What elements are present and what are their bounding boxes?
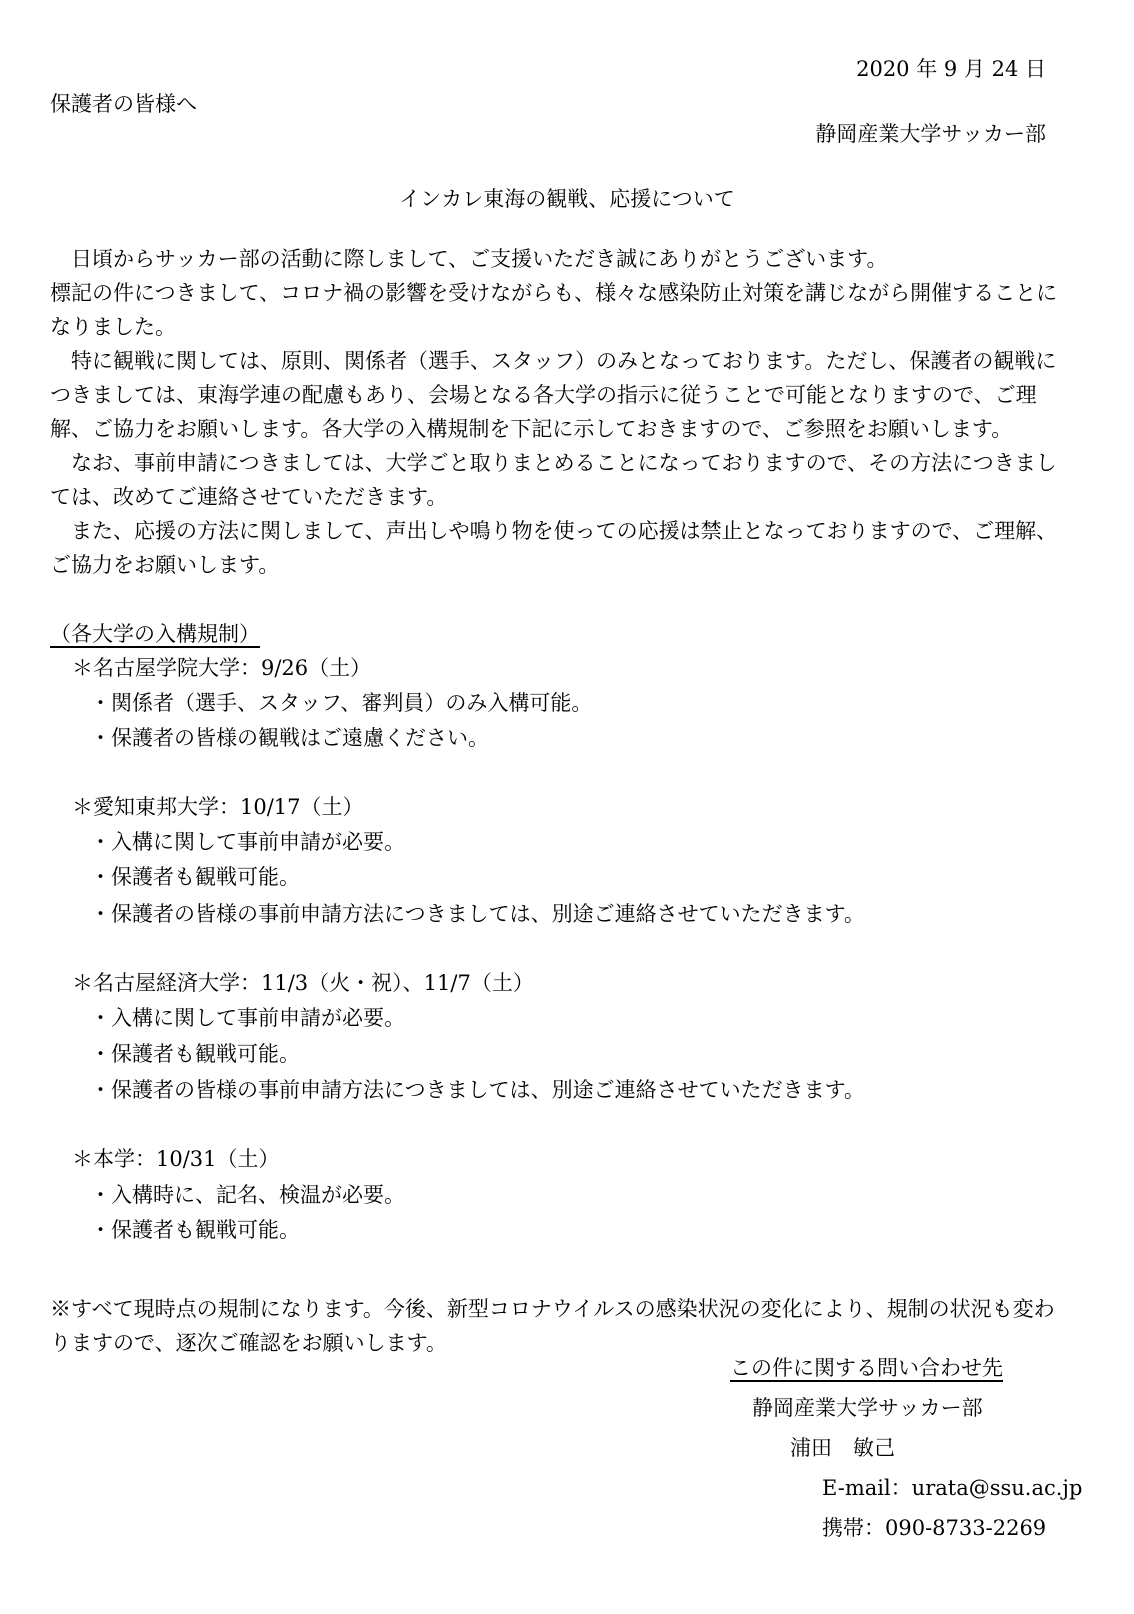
body-paragraph: なお、事前申請につきましては、大学ごと取りまとめることになっておりますので、その方法につきましては、改めてご連絡させていただきます。: [50, 451, 1057, 509]
university-heading: ＊愛知東邦大学：10/17（土）: [72, 795, 364, 819]
regulations-heading: （各大学の入構規制）: [50, 622, 260, 646]
body-paragraph: 日頃からサッカー部の活動に際しまして、ご支援いただき誠にありがとうございます。: [50, 247, 888, 271]
document-title: インカレ東海の観戦、応援について: [399, 187, 735, 211]
university-heading: ＊名古屋経済大学：11/3（火・祝）、11/7（土）: [72, 971, 534, 995]
regulation-item: ・関係者（選手、スタッフ、審判員）のみ入構可能。: [90, 691, 593, 715]
regulation-item: ・保護者の皆様の事前申請方法につきましては、別途ご連絡させていただきます。: [90, 1078, 865, 1102]
regulation-item: ・保護者も観戦可能。: [90, 1042, 300, 1066]
body-paragraph: 特に観戦に関しては、原則、関係者（選手、スタッフ）のみとなっております。ただし、保護者の観戦につきましては、東海学連の配慮もあり、会場となる各大学の指示に従うことで可能となりますので、ご理解、ご協力をお願いします。各大学の入構規制を下記に示しておきますので、ご参照をお願いします。: [50, 349, 1057, 441]
regulation-item: ・入構に関して事前申請が必要。: [90, 1006, 405, 1030]
contact-email: E-mail：urata@ssu.ac.jp: [822, 1476, 1083, 1500]
sender-organization: 静岡産業大学サッカー部: [815, 122, 1046, 146]
contact-organization: 静岡産業大学サッカー部: [752, 1396, 983, 1420]
notice-text: ※すべて現時点の規制になります。今後、新型コロナウイルスの感染状況の変化により、規制の状況も変わりますので、逐次ご確認をお願いします。: [50, 1297, 1055, 1355]
contact-name: 浦田 敏己: [790, 1436, 895, 1460]
regulation-item: ・入構時に、記名、検温が必要。: [90, 1183, 405, 1207]
university-heading: ＊名古屋学院大学：9/26（土）: [72, 656, 372, 680]
contact-phone: 携帯：090-8733-2269: [822, 1516, 1047, 1540]
body-paragraph: また、応援の方法に関しまして、声出しや鳴り物を使っての応援は禁止となっておりますので、ご理解、ご協力をお願いします。: [50, 519, 1058, 577]
regulation-item: ・入構に関して事前申請が必要。: [90, 830, 405, 854]
body-paragraph: 標記の件につきまして、コロナ禍の影響を受けながらも、様々な感染防止対策を講じながら開催することになりました。: [50, 281, 1058, 339]
university-heading: ＊本学：10/31（土）: [72, 1147, 280, 1171]
regulation-item: ・保護者も観戦可能。: [90, 865, 300, 889]
contact-heading: この件に関する問い合わせ先: [730, 1356, 1003, 1380]
addressee: 保護者の皆様へ: [50, 92, 197, 116]
regulation-item: ・保護者も観戦可能。: [90, 1218, 300, 1242]
body-text: [50, 242, 1060, 582]
regulation-item: ・保護者の皆様の観戦はご遠慮ください。: [90, 726, 489, 750]
document-date: 2020 年 9 月 24 日: [856, 57, 1046, 81]
regulation-item: ・保護者の皆様の事前申請方法につきましては、別途ご連絡させていただきます。: [90, 902, 865, 926]
